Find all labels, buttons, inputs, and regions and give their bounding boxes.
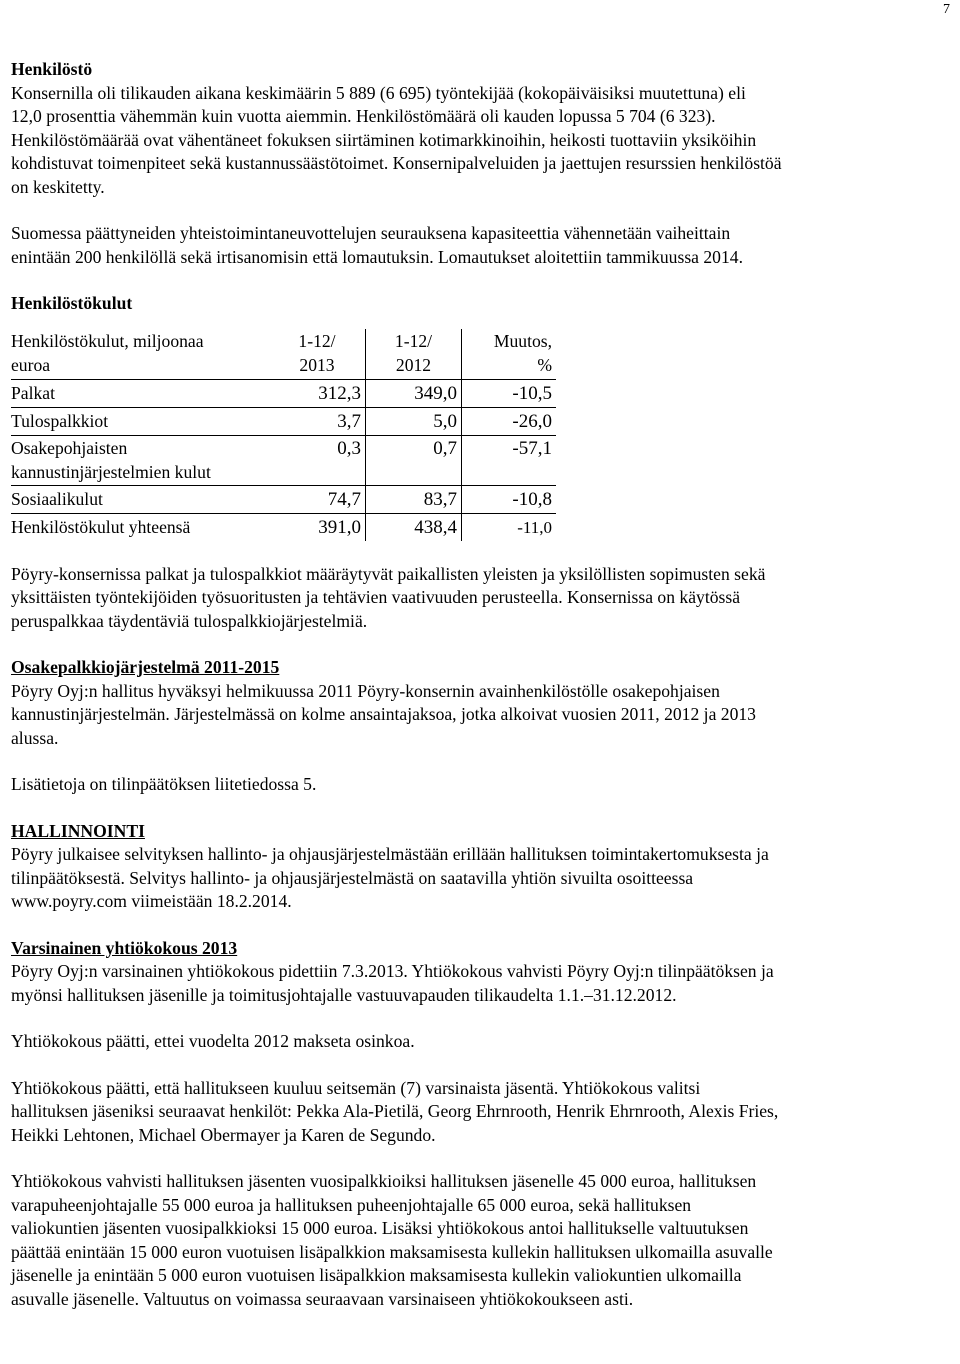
header-line: 2013 xyxy=(299,354,335,375)
paragraph-line: tilinpäätöksestä. Selvitys hallinto- ja ohjausjärjestelmästä on saatavilla yhtiön sivuilta osoitteessa xyxy=(11,867,694,888)
cell-2012: 83,7 xyxy=(366,486,462,513)
cell-2012: 349,0 xyxy=(366,380,462,407)
paragraph-line: Yhtiökokous päätti, että hallitukseen kuuluu seitsemän (7) varsinaista jäsentä. Yhtiökokous valitsi xyxy=(11,1077,701,1098)
cell-change: -10,5 xyxy=(512,382,552,404)
table-row-total xyxy=(11,514,556,541)
paragraph-line: Pöyry Oyj:n hallitus hyväksyi helmikuussa 2011 Pöyry-konsernin avainhenkilöstölle osakepohjaisen xyxy=(11,680,720,701)
paragraph-line: Heikki Lehtonen, Michael Obermayer ja Karen de Segundo. xyxy=(11,1124,436,1145)
paragraph-line: Henkilöstömäärää ovat vähentäneet fokuksen siirtäminen kotimarkkinoihin, heikosti tuottaviin yksiköihin xyxy=(11,129,757,150)
paragraph-line: Yhtiökokous vahvisti hallituksen jäsenten vuosipalkkioiksi hallituksen jäsenelle 45 000 euroa, hallituksen xyxy=(11,1171,757,1191)
paragraph-line: Konsernilla oli tilikauden aikana keskimäärin 5 889 (6 695) työntekijää (kokopäiväisiksi muutettuna) eli xyxy=(11,82,746,103)
cell-2013: 312,3 xyxy=(269,380,366,407)
cell-2012: 438,4 xyxy=(366,514,462,541)
table-header-row xyxy=(11,329,556,380)
table-header-2012 xyxy=(366,329,462,379)
cell-2012: 5,0 xyxy=(366,408,462,435)
table-header-change xyxy=(462,329,556,379)
paragraph-line: on keskitetty. xyxy=(11,176,105,197)
paragraph-line: Yhtiökokous päätti, ettei vuodelta 2012 makseta osinkoa. xyxy=(11,1031,415,1051)
paragraph-line: alussa. xyxy=(11,727,59,748)
table-row xyxy=(11,436,556,486)
row-label-line: kannustinjärjestelmien kulut xyxy=(11,461,211,482)
heading-henkilosto: Henkilöstö xyxy=(11,59,93,79)
paragraph-line: valiokuntien jäsenten vuosipalkkioksi 15 000 euroa. Lisäksi yhtiökokous antoi hallitukselle valtuutuksen xyxy=(11,1218,749,1238)
paragraph-line: yksittäisten työntekijöiden työsuoritusten ja tehtävien vaativuuden perusteella. Konsernissa on käytössä xyxy=(11,587,741,607)
paragraph-line: Pöyry julkaisee selvityksen hallinto- ja ohjausjärjestelmästään erillään hallituksen toimintakertomuksesta ja xyxy=(11,844,769,864)
row-label xyxy=(11,436,269,485)
table-row xyxy=(11,486,556,514)
paragraph-line: Pöyry Oyj:n varsinainen yhtiökokous pidettiin 7.3.2013. Yhtiökokous vahvisti Pöyry Oyj:n tilinpäätöksen ja xyxy=(11,961,774,981)
paragraph-line: enintään 200 henkilöllä sekä irtisanomisin että lomautuksin. Lomautukset aloitettiin tammikuussa 2014. xyxy=(11,246,743,267)
personnel-cost-table xyxy=(11,329,556,541)
table-row xyxy=(11,408,556,436)
header-label-line: Henkilöstökulut, miljoonaa xyxy=(11,330,204,351)
paragraph-line: päättää enintään 15 000 euron vuotuisen lisäpalkkion maksamisesta kullekin hallituksen ulkomailla asuvalle xyxy=(11,1241,773,1262)
header-line: % xyxy=(537,354,552,375)
paragraph-line: varapuheenjohtajalle 55 000 euroa ja hallituksen puheenjohtajalle 65 000 euroa, sekä hallituksen xyxy=(11,1194,692,1215)
table-header-2013 xyxy=(269,329,366,379)
cell-change: -26,0 xyxy=(512,410,552,432)
header-line: 1-12/ xyxy=(394,330,433,351)
paragraph-line: peruspalkkaa täydentäviä tulospalkkiojärjestelmiä. xyxy=(11,610,368,631)
header-line: Muutos, xyxy=(493,330,552,351)
paragraph-line: hallituksen jäseniksi seuraavat henkilöt: Pekka Ala-Pietilä, Georg Ehrnrooth, Henrik Ehrnrooth, Alexis Fries, xyxy=(11,1101,779,1121)
row-label-line: Osakepohjaisten xyxy=(11,437,128,458)
page-number: 7 xyxy=(943,2,950,17)
row-label: Henkilöstökulut yhteensä xyxy=(11,516,191,537)
table-header-label xyxy=(11,329,269,379)
document-body xyxy=(11,58,946,1311)
cell-change: -11,0 xyxy=(517,517,552,537)
paragraph-line: Suomessa päättyneiden yhteistoimintaneuvottelujen seurauksena kapasiteettia vähennetään vaiheittain xyxy=(11,223,731,243)
header-label-line: euroa xyxy=(11,354,51,375)
cell-2013: 74,7 xyxy=(269,486,366,513)
paragraph-line: kannustinjärjestelmän. Järjestelmässä on kolme ansaintajaksoa, jotka alkoivat vuosien 2011, 2012 ja 2013 xyxy=(11,704,756,724)
paragraph-line: myönsi hallituksen jäsenille ja toimitusjohtajalle vastuuvapauden tilikaudelta 1.1.–31.12.2012. xyxy=(11,984,677,1005)
cell-2013: 391,0 xyxy=(269,514,366,541)
table-row xyxy=(11,380,556,408)
paragraph-line: jäsenelle ja enintään 5 000 euron vuotuisen lisäpalkkion maksamisesta kullekin valiokuntien ulkomailla xyxy=(11,1265,742,1285)
paragraph-note: Lisätietoja on tilinpäätöksen liitetiedossa 5. xyxy=(11,774,317,794)
cell-2013: 3,7 xyxy=(269,408,366,435)
row-label: Tulospalkkiot xyxy=(11,410,109,431)
cell-change: -57,1 xyxy=(512,437,552,459)
paragraph-line: asuvalle jäsenelle. Valtuutus on voimassa seuraavaan varsinaiseen yhtiökokoukseen asti. xyxy=(11,1288,634,1309)
paragraph-line: www.poyry.com viimeistään 18.2.2014. xyxy=(11,891,292,911)
row-label: Palkat xyxy=(11,382,55,403)
paragraph-line: 12,0 prosenttia vähemmän kuin vuotta aiemmin. Henkilöstömäärä oli kauden lopussa 5 704 (6 323). xyxy=(11,106,716,126)
heading-osakepalkkio: Osakepalkkiojärjestelmä 2011-2015 xyxy=(11,657,280,677)
header-line: 2012 xyxy=(395,354,432,375)
heading-hallinnointi: HALLINNOINTI xyxy=(11,820,145,841)
paragraph-line: Pöyry-konsernissa palkat ja tulospalkkiot määräytyvät paikallisten yleisten ja yksilöllisten sopimusten sekä xyxy=(11,563,766,584)
cell-2013: 0,3 xyxy=(269,436,366,485)
paragraph-line: kohdistuvat toimenpiteet sekä kustannussäästötoimet. Konsernipalveluiden ja jaettujen resurssien henkilöstöä xyxy=(11,153,782,173)
cell-change: -10,8 xyxy=(512,488,552,510)
row-label: Sosiaalikulut xyxy=(11,488,103,509)
cell-2012: 0,7 xyxy=(366,436,462,485)
heading-henkilostokulut: Henkilöstökulut xyxy=(11,293,133,313)
header-line: 1-12/ xyxy=(298,330,336,351)
heading-yhtiokokous: Varsinainen yhtiökokous 2013 xyxy=(11,937,238,958)
